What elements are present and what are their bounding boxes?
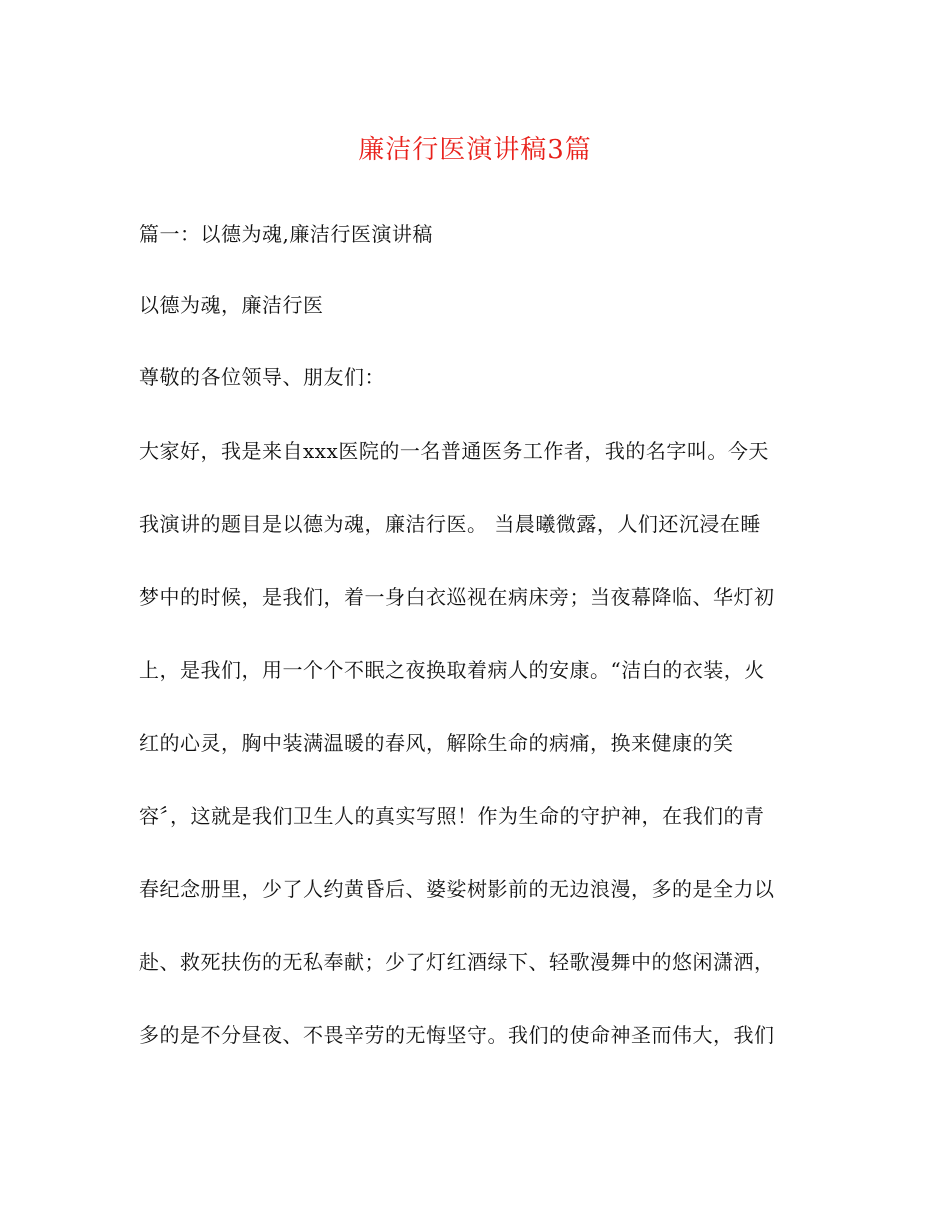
paragraph-line: 红的心灵，胸中装满温暖的春风，解除生命的病痛，换来健康的笑 (139, 731, 734, 755)
salutation: 尊敬的各位领导、朋友们： (139, 365, 385, 389)
paragraph-line: 梦中的时候，是我们，着一身白衣巡视在病床旁；当夜幕降临、华灯初 (139, 585, 775, 609)
speech-subtitle: 以德为魂，廉洁行医 (139, 293, 324, 317)
paragraph-line: 我演讲的题目是以德为魂，廉洁行医。 当晨曦微露，人们还沉浸在睡 (139, 512, 761, 536)
paragraph-line: 多的是不分昼夜、不畏辛劳的无悔坚守。我们的使命神圣而伟大，我们 (139, 1023, 775, 1047)
document-title: 廉洁行医演讲稿3篇 (358, 135, 592, 165)
paragraph-line: 上，是我们，用一个个不眠之夜换取着病人的安康。“洁白的衣装，火 (139, 658, 765, 682)
paragraph-line: 大家好，我是来自xxx医院的一名普通医务工作者，我的名字叫。今天 (139, 439, 769, 463)
paragraph-line: 容〞，这就是我们卫生人的真实写照！作为生命的守护神，在我们的青 (139, 804, 765, 828)
paragraph-line: 春纪念册里，少了人约黄昏后、婆娑树影前的无边浪漫，多的是全力以 (139, 877, 775, 901)
section-heading: 篇一：以德为魂,廉洁行医演讲稿 (139, 222, 433, 246)
paragraph-line: 赴、救死扶伤的无私奉献；少了灯红酒绿下、轻歌漫舞中的悠闲潇洒， (139, 950, 775, 974)
